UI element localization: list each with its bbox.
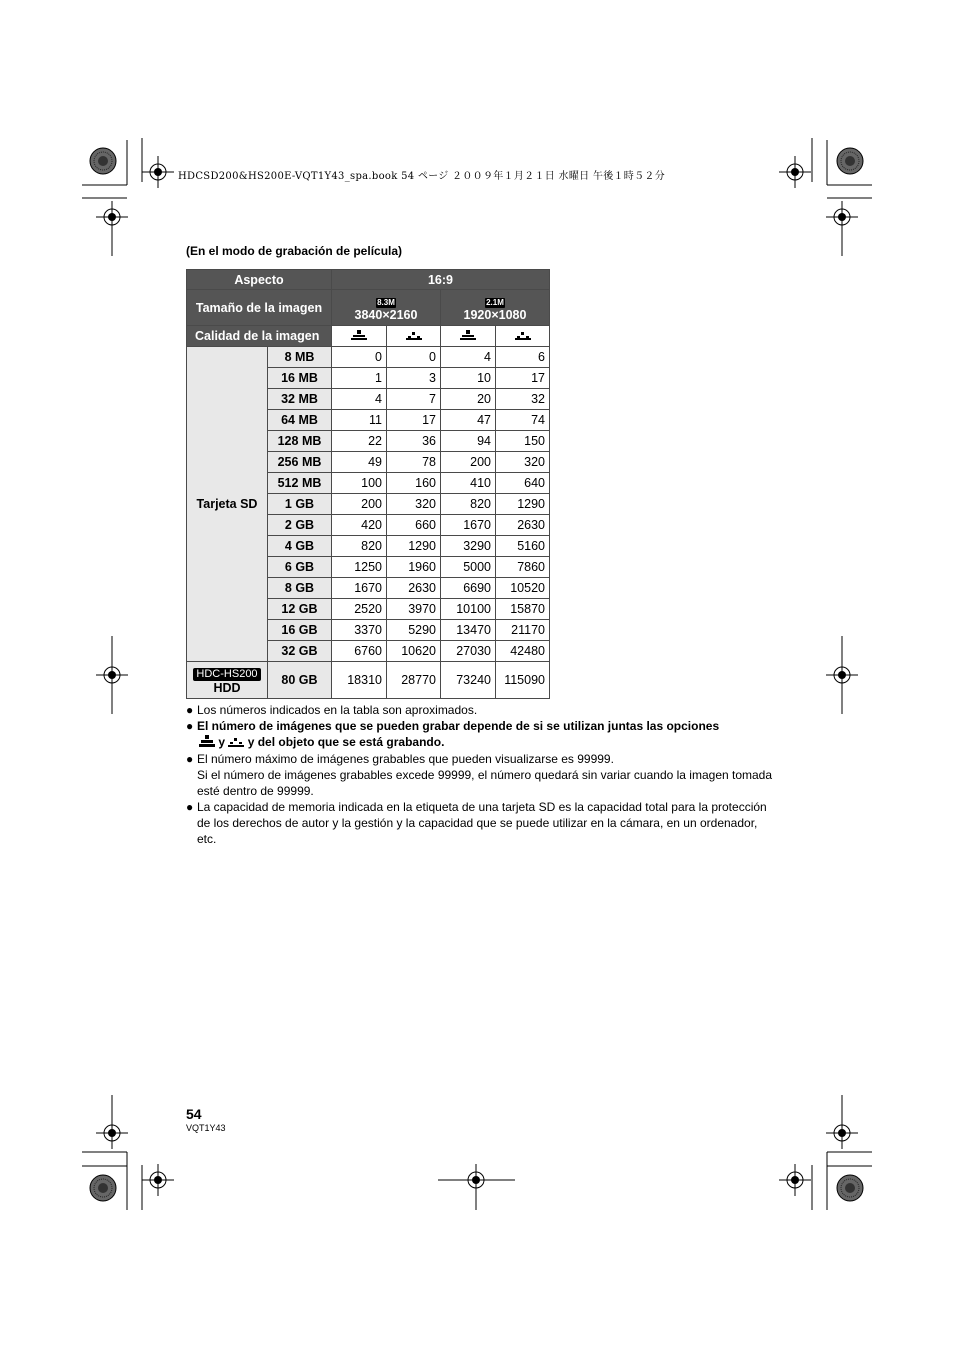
table-cell: 820 <box>441 494 496 515</box>
table-cell: 1 <box>332 368 387 389</box>
table-cell: 1290 <box>496 494 550 515</box>
capacity-label: 64 MB <box>268 410 332 431</box>
table-cell: 1670 <box>332 578 387 599</box>
table-cell: 0 <box>332 347 387 368</box>
table-cell: 32 <box>496 389 550 410</box>
table-cell: 3 <box>387 368 441 389</box>
table-cell: 49 <box>332 452 387 473</box>
table-cell: 47 <box>441 410 496 431</box>
quality-fine-icon <box>332 326 387 347</box>
note-item <box>186 751 776 799</box>
model-badge: HDC-HS200 <box>193 668 260 681</box>
table-cell: 10100 <box>441 599 496 620</box>
bullet: ● <box>186 719 194 733</box>
table-cell: 73240 <box>441 662 496 699</box>
capacity-label: 32 MB <box>268 389 332 410</box>
table-cell: 5000 <box>441 557 496 578</box>
table-cell: 150 <box>496 431 550 452</box>
aspect-label: Aspecto <box>187 270 332 290</box>
capacity-label: 16 GB <box>268 620 332 641</box>
table-cell: 42480 <box>496 641 550 662</box>
table-cell: 1670 <box>441 515 496 536</box>
registration-burst-icon <box>837 148 863 174</box>
table-cell: 21170 <box>496 620 550 641</box>
capacity-label: 12 GB <box>268 599 332 620</box>
quality-fine-icon <box>199 735 215 751</box>
table-cell: 1250 <box>332 557 387 578</box>
table-cell: 4 <box>332 389 387 410</box>
table-cell: 36 <box>387 431 441 452</box>
registration-burst-icon <box>90 1175 116 1201</box>
bullet: ● <box>186 800 194 814</box>
table-cell: 10620 <box>387 641 441 662</box>
capacity-label: 32 GB <box>268 641 332 662</box>
table-cell: 28770 <box>387 662 441 699</box>
capacity-label: 512 MB <box>268 473 332 494</box>
table-cell: 94 <box>441 431 496 452</box>
table-cell: 420 <box>332 515 387 536</box>
table-cell: 200 <box>332 494 387 515</box>
table-cell: 17 <box>387 410 441 431</box>
table-cell: 4 <box>441 347 496 368</box>
sd-card-label: Tarjeta SD <box>187 347 268 662</box>
table-cell: 22 <box>332 431 387 452</box>
table-cell: 11 <box>332 410 387 431</box>
table-cell: 10520 <box>496 578 550 599</box>
image-size-value: 3840×2160 <box>354 307 418 322</box>
table-cell: 115090 <box>496 662 550 699</box>
table-cell: 1290 <box>387 536 441 557</box>
capacity-label: 8 GB <box>268 578 332 599</box>
note-text: y del objeto que se está grabando. <box>247 735 445 749</box>
table-cell: 74 <box>496 410 550 431</box>
capacity-label: 6 GB <box>268 557 332 578</box>
table-cell: 7860 <box>496 557 550 578</box>
registration-burst-icon <box>90 148 116 174</box>
table-cell: 640 <box>496 473 550 494</box>
table-cell: 1960 <box>387 557 441 578</box>
notes-list <box>186 702 776 847</box>
table-cell: 18310 <box>332 662 387 699</box>
capacity-label: 16 MB <box>268 368 332 389</box>
table-cell: 6690 <box>441 578 496 599</box>
page-number: 54 <box>186 1106 202 1122</box>
note-text: La capacidad de memoria indicada en la etiqueta de una tarjeta SD es la capacidad total para la protección de los derechos de autor y la gestión y la capacidad que se puede utilizar en la cámara, en un ordenador, etc. <box>197 800 767 846</box>
note-text: y <box>218 735 226 749</box>
image-size-value: 1920×1080 <box>463 307 527 322</box>
table-cell: 2630 <box>387 578 441 599</box>
bullet: ● <box>186 703 194 717</box>
bullet: ● <box>186 752 194 766</box>
table-cell: 3370 <box>332 620 387 641</box>
quality-normal-icon <box>387 326 441 347</box>
capacity-table <box>186 269 550 699</box>
capacity-label: 256 MB <box>268 452 332 473</box>
image-size-label: Tamaño de la imagen <box>187 290 332 326</box>
table-cell: 78 <box>387 452 441 473</box>
print-header-line: HDCSD200&HS200E-VQT1Y43_spa.book 54 ページ ２００９年１月２１日 水曜日 午後１時５２分 <box>178 171 666 182</box>
note-text: Los números indicados en la tabla son aproximados. <box>197 703 478 717</box>
quality-normal-icon <box>228 735 244 751</box>
table-cell: 20 <box>441 389 496 410</box>
table-cell: 2630 <box>496 515 550 536</box>
image-size-col-2 <box>441 290 550 326</box>
capacity-label: 2 GB <box>268 515 332 536</box>
table-cell: 320 <box>496 452 550 473</box>
table-cell: 3290 <box>441 536 496 557</box>
hdd-capacity: 80 GB <box>268 662 332 699</box>
table-row <box>187 347 550 368</box>
image-size-col-1 <box>332 290 441 326</box>
hdd-label-cell <box>187 662 268 699</box>
capacity-label: 1 GB <box>268 494 332 515</box>
note-item <box>186 702 776 718</box>
table-cell: 660 <box>387 515 441 536</box>
table-cell: 320 <box>387 494 441 515</box>
table-cell: 0 <box>387 347 441 368</box>
capacity-label: 8 MB <box>268 347 332 368</box>
table-cell: 820 <box>332 536 387 557</box>
table-cell: 5290 <box>387 620 441 641</box>
table-cell: 10 <box>441 368 496 389</box>
note-item <box>186 718 776 751</box>
hdd-label: HDD <box>213 680 241 695</box>
table-cell: 100 <box>332 473 387 494</box>
resolution-2.1m-icon: 2.1M <box>486 297 504 307</box>
table-cell: 160 <box>387 473 441 494</box>
aspect-value: 16:9 <box>332 270 550 290</box>
table-cell: 7 <box>387 389 441 410</box>
quality-label: Calidad de la imagen <box>187 326 332 347</box>
page-code: VQT1Y43 <box>186 1123 226 1133</box>
note-item <box>186 799 776 847</box>
note-text: El número máximo de imágenes grabables que pueden visualizarse es 99999. <box>197 752 614 766</box>
table-cell: 13470 <box>441 620 496 641</box>
capacity-label: 128 MB <box>268 431 332 452</box>
note-text: Si el número de imágenes grabables excede 99999, el número quedará sin variar cuando la imagen tomada esté dentro de 99999. <box>197 768 773 798</box>
resolution-8.3m-icon: 8.3M <box>377 297 395 307</box>
table-cell: 5160 <box>496 536 550 557</box>
table-cell: 15870 <box>496 599 550 620</box>
table-cell: 2520 <box>332 599 387 620</box>
table-cell: 17 <box>496 368 550 389</box>
capacity-label: 4 GB <box>268 536 332 557</box>
note-text: El número de imágenes que se pueden grabar depende de si se utilizan juntas las opciones <box>197 719 720 733</box>
table-cell: 6760 <box>332 641 387 662</box>
registration-burst-icon <box>837 1175 863 1201</box>
table-cell: 410 <box>441 473 496 494</box>
section-title: (En el modo de grabación de película) <box>186 244 403 258</box>
quality-normal-icon <box>496 326 550 347</box>
table-cell: 200 <box>441 452 496 473</box>
table-cell: 27030 <box>441 641 496 662</box>
quality-fine-icon <box>441 326 496 347</box>
table-cell: 6 <box>496 347 550 368</box>
table-cell: 3970 <box>387 599 441 620</box>
